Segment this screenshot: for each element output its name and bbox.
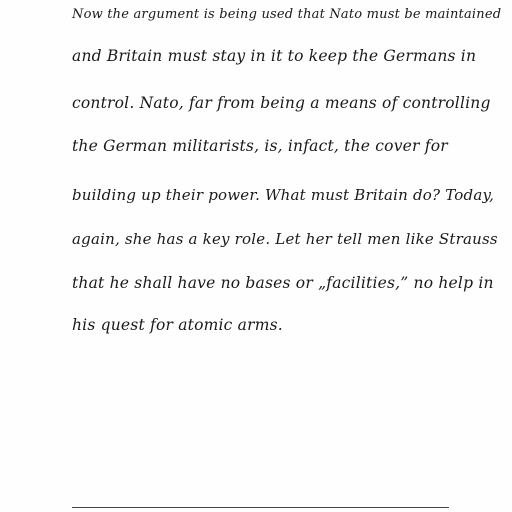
handwritten-line: building up their power. What must Britain do? Today, [72,186,495,204]
bottom-rule-line [72,507,449,508]
handwritten-line: the German militarists, is, infact, the cover for [72,137,448,155]
handwritten-line: that he shall have no bases or „facilities,” no help in [72,274,494,292]
handwritten-line: again, she has a key role. Let her tell men like Strauss [72,230,498,248]
handwritten-line: control. Nato, far from being a means of controlling [72,94,491,112]
handwritten-line: and Britain must stay in it to keep the Germans in [72,47,477,65]
handwritten-line: his quest for atomic arms. [72,316,283,334]
handwritten-line: Now the argument is being used that Nato must be maintained [72,7,502,22]
